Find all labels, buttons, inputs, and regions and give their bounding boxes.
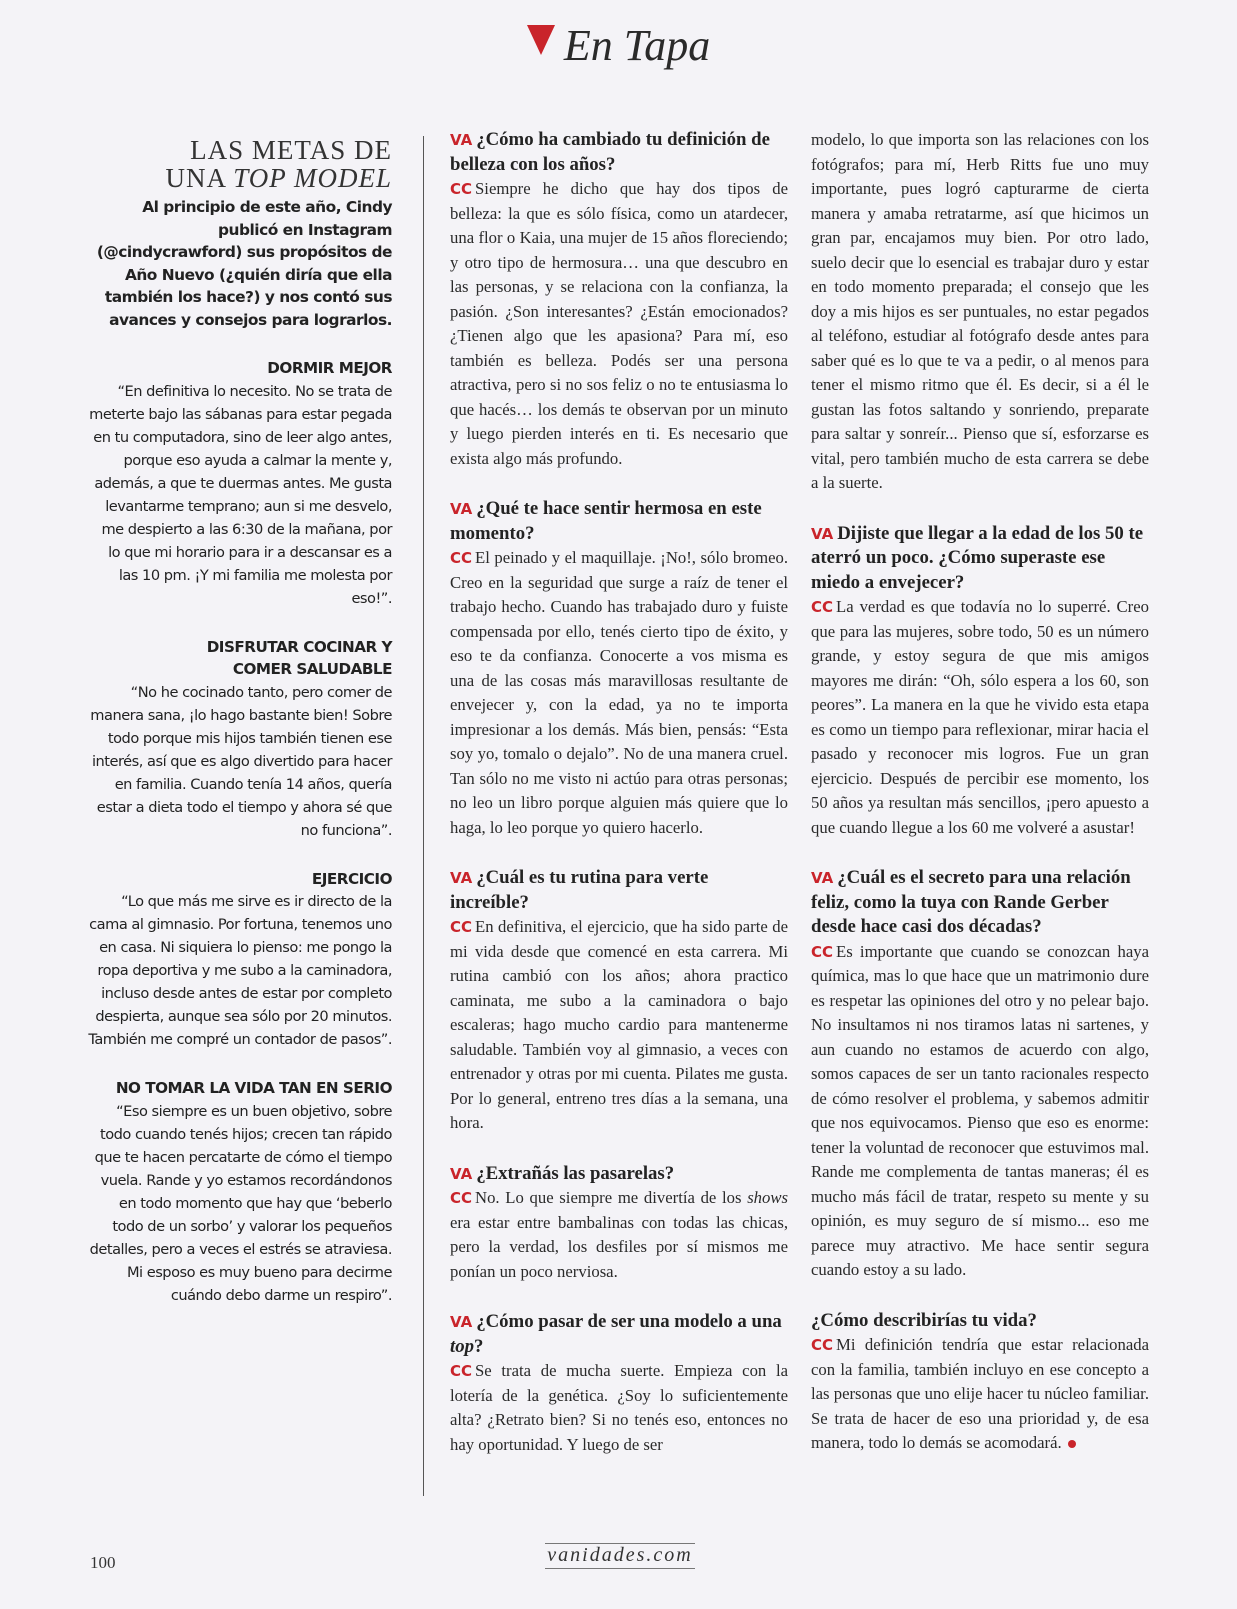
question-text: ¿Cuál es el secreto para una relación feliz, como la tuya con Rande Gerber desde hace casi dos décadas? — [811, 867, 1131, 937]
question-italic: top — [450, 1335, 474, 1357]
tip-heading: EJERCICIO — [311, 869, 392, 888]
question — [450, 1162, 788, 1187]
answer — [811, 1333, 1149, 1456]
answer-text: Es importante que cuando se conozcan haya química, mas lo que hace que un matrimonio dure es respetar las opiniones del otro y no pelear bajo. No insultamos ni nos tiramos latas ni sartenes, y aun cuando no estamos de acuerdo con algo, somos capaces de ser un tanto racionales respecto de cómo resolver el problema, y sabemos admitir que nos equivocamos. Pienso que eso es enorme: tener la voluntad de reconocer que estuvimos mal. Rande me complementa de tantas maneras; él es mucho más fácil de tratar, respeto su mente y su opinión, es muy seguro de sí mismo... eso me parece muy atractivo. Me hace sentir segura cuando estoy a su lado. — [811, 941, 1149, 1279]
question-text: ¿Cuál es tu rutina para verte increíble? — [450, 867, 709, 913]
cc-label: CC — [450, 1362, 473, 1380]
answer-italic: shows — [747, 1188, 788, 1207]
end-of-article-dot-icon — [1068, 1440, 1076, 1448]
question — [450, 128, 788, 177]
answer — [450, 546, 788, 840]
interview-column-1 — [450, 128, 788, 1457]
answer — [811, 940, 1149, 1283]
cc-label: CC — [450, 549, 473, 567]
sidebar-intro: Al principio de este año, Cindy publicó en Instagram (@cindycrawford) sus propósitos de Año Nuevo (¿quién diría que ella también los hace?) y nos contó sus avances y consejos para lograrlos. — [96, 198, 392, 329]
cc-label: CC — [450, 918, 473, 936]
answer-text: La verdad es que todavía no lo superré. Creo que para las mujeres, sobre todo, 50 es un número grande, y estoy segura de que mis amigos mayores me dirán: “Oh, sólo espera a los 60, son peores”. La manera en la que he vivido esta etapa es como un tiempo para reflexionar, mirar hacia el pasado y reconocer mis logros. Fue un gran ejercicio. Después de percibir ese momento, los 50 años ya resultan más sencillos, ¡pero apuesto a que cuando llegue a los 60 me volveré a asustar! — [811, 597, 1149, 837]
question-text: Dijiste que llegar a la edad de los 50 te aterró un poco. ¿Cómo superaste ese miedo a envejecer? — [811, 522, 1144, 593]
footer-site: vanidades.com — [545, 1543, 695, 1569]
answer-continuation: modelo, lo que importa son las relaciones con los fotógrafos; para mí, Herb Ritts fue uno muy importante, pues logró capturarme de cierta manera y amaba retratarme, así que hicimos un gran par, encajamos muy bien. Por otro lado, suelo decir que lo esencial es trabajar duro y estar en todo momento preparada; el consejo que les doy a mis hijos es ser puntuales, no estar pegados al teléfono, estudiar al fotógrafo desde antes para saber qué es lo que te va a pedir, o al menos para tener el mismo ritmo que él. Es decir, si a él le gustan las fotos saltando y sonriendo, preparate para saltar y sonreír... Pienso que sí, esforzarse es vital, pero también mucho de esta carrera se debe a la suerte. — [811, 130, 1149, 492]
question — [811, 1309, 1149, 1334]
answer — [450, 1186, 788, 1284]
cc-label: CC — [811, 942, 834, 961]
section-header — [0, 20, 1237, 80]
tip-heading: NO TOMAR LA VIDA TAN EN SERIO — [115, 1079, 392, 1097]
interview-column-2 — [811, 128, 1149, 1482]
va-label: VA — [450, 131, 473, 149]
va-label: VA — [811, 524, 834, 543]
va-label: VA — [450, 1164, 473, 1183]
sidebar-goals — [86, 136, 392, 1307]
sidebar-title-line2-prefix: UNA — [165, 163, 234, 193]
question-text: ¿Qué te hace sentir hermosa en este momento? — [450, 498, 762, 544]
tip-text: “Eso siempre es un buen objetivo, sobre todo cuando tenés hijos; crecen tan rápido que te hacen percatarte de cómo el tiempo vuela. Rande y yo estamos recordándonos en todo momento que hay que ‘beberlo todo de un sorbo’ y valorar los pequeños detalles, pero a veces el estrés se atraviesa. Mi esposo es muy bueno para decirme cuándo debo darme un respiro”. — [89, 1102, 392, 1304]
sidebar-title-line2-italic: TOP MODEL — [233, 163, 392, 193]
cc-label: CC — [450, 1189, 473, 1207]
cc-label: CC — [811, 598, 834, 616]
va-label: VA — [811, 869, 834, 887]
va-label: VA — [450, 1313, 473, 1331]
cc-label: CC — [811, 1336, 834, 1354]
question-text: ¿Cómo describirías tu vida? — [811, 1309, 1037, 1331]
answer — [450, 915, 788, 1136]
red-triangle-icon — [527, 25, 555, 55]
page-number: 100 — [90, 1553, 116, 1572]
question — [450, 497, 788, 546]
tip-heading: DISFRUTAR COCINAR Y COMER SALUDABLE — [206, 637, 392, 678]
question — [450, 866, 788, 915]
question-text: ¿Cómo pasar de ser una modelo a una — [476, 1311, 782, 1332]
column-divider — [423, 136, 424, 1496]
answer — [450, 177, 788, 471]
question-text: ¿Extrañás las pasarelas? — [476, 1162, 675, 1184]
answer-text: En definitiva, el ejercicio, que ha sido parte de mi vida desde que comencé en esta carrera. Mi rutina cambió con los años; ahora practico caminata, me subo a la caminadora o bajo escaleras; hago mucho cardio para mantenerme saludable. También voy al gimnasio, a veces con entrenador y otras por mi cuenta. Pilates me gusta. Por lo general, entreno tres días a la semana, una hora. — [450, 917, 788, 1132]
answer-text: Mi definición tendría que estar relacionada con la familia, también incluyo en ese concepto a las personas que uno elije hacer tu núcleo familiar. Se trata de hacer de eso una prioridad y, de esa manera, todo lo demás se acomodará. — [811, 1335, 1149, 1452]
question-text: ¿Cómo ha cambiado tu definición de belleza con los años? — [450, 129, 770, 175]
tip-text: “En definitiva lo necesito. No se trata de meterte bajo las sábanas para estar pegada en tu computadora, sino de leer algo antes, porque eso ayuda a calmar la mente y, además, a que te duermas antes. Me gusta levantarme temprano; aun si me desvelo, me despierto a las 6:30 de la mañana, por lo que mi horario para ir a descansar es a las 10 pm. ¡Y mi familia me molesta por eso!”. — [89, 382, 392, 607]
question-text: ? — [474, 1335, 484, 1357]
sidebar-title-line1: LAS METAS DE — [190, 135, 392, 165]
answer-text: Siempre he dicho que hay dos tipos de belleza: la que es sólo física, como un atardecer, una flor o Kaia, una mujer de 15 años floreciendo; y otro tipo de hermosura… una que descubro en las personas, y se relaciona con la confianza, la pasión. ¿Son interesantes? ¿Están emocionados? ¿Tienen algo que les apasiona? Para mí, eso también es belleza. Podés ser una persona atractiva, pero si no sos feliz o no te entusiasma lo que hacés… los demás te observan por un minuto y luego pierden interés en ti. Es necesario que exista algo más profundo. — [450, 179, 788, 468]
question — [811, 522, 1149, 596]
answer-text: era estar entre bambalinas con todas las chicas, pero la verdad, los desfiles por sí mismos me ponían un poco nerviosa. — [450, 1212, 788, 1281]
cc-label: CC — [450, 180, 473, 198]
answer-text: No. Lo que siempre me divertía de los — [475, 1188, 748, 1207]
tip-text: “Lo que más me sirve es ir directo de la cama al gimnasio. Por fortuna, tenemos uno en casa. Ni siquiera lo pienso: me pongo la ropa deportiva y me subo a la caminadora, incluso desde antes de estar por completo despierta, aunque sea sólo por 20 minutos. También me compré un contador de pasos”. — [88, 893, 392, 1048]
answer — [450, 1359, 788, 1457]
answer-text: El peinado y el maquillaje. ¡No!, sólo bromeo. Creo en la seguridad que surge a raíz de tener el trabajo hecho. Cuando has trabajado duro y fuiste compensada por ello, tenés cierto tipo de éxito, y eso te da confianza. Conocerte a vos misma es una de las cosas más maravillosas resultante de envejecer y, con la edad, ya no te importa impresionar a los demás. Más bien, pensás: “Esta soy yo, tomalo o dejalo”. No de una manera cruel. Tan sólo no me visto ni actúo para otras personas; no leo un libro porque alguien más quiere que lo haga, lo leo porque yo quiero hacerlo. — [450, 548, 788, 837]
va-label: VA — [450, 869, 473, 887]
sidebar-title — [86, 136, 392, 192]
tip-heading: DORMIR MEJOR — [267, 359, 392, 377]
answer-text: Se trata de mucha suerte. Empieza con la lotería de la genética. ¿Soy lo suficientemente alta? ¿Retrato bien? Si no tenés eso, entonces no hay oportunidad. Y luego de ser — [450, 1361, 788, 1454]
section-title: En Tapa — [563, 21, 711, 70]
tip-text: “No he cocinado tanto, pero comer de manera sana, ¡lo hago bastante bien! Sobre todo porque mis hijos también tienen ese interés, así que es algo divertido para hacer en familia. Cuando tenía 14 años, quería estar a dieta todo el tiempo y ahora sé que no funciona”. — [90, 683, 392, 839]
question — [450, 1310, 788, 1359]
question — [811, 866, 1149, 940]
va-label: VA — [450, 500, 473, 518]
answer — [811, 595, 1149, 840]
